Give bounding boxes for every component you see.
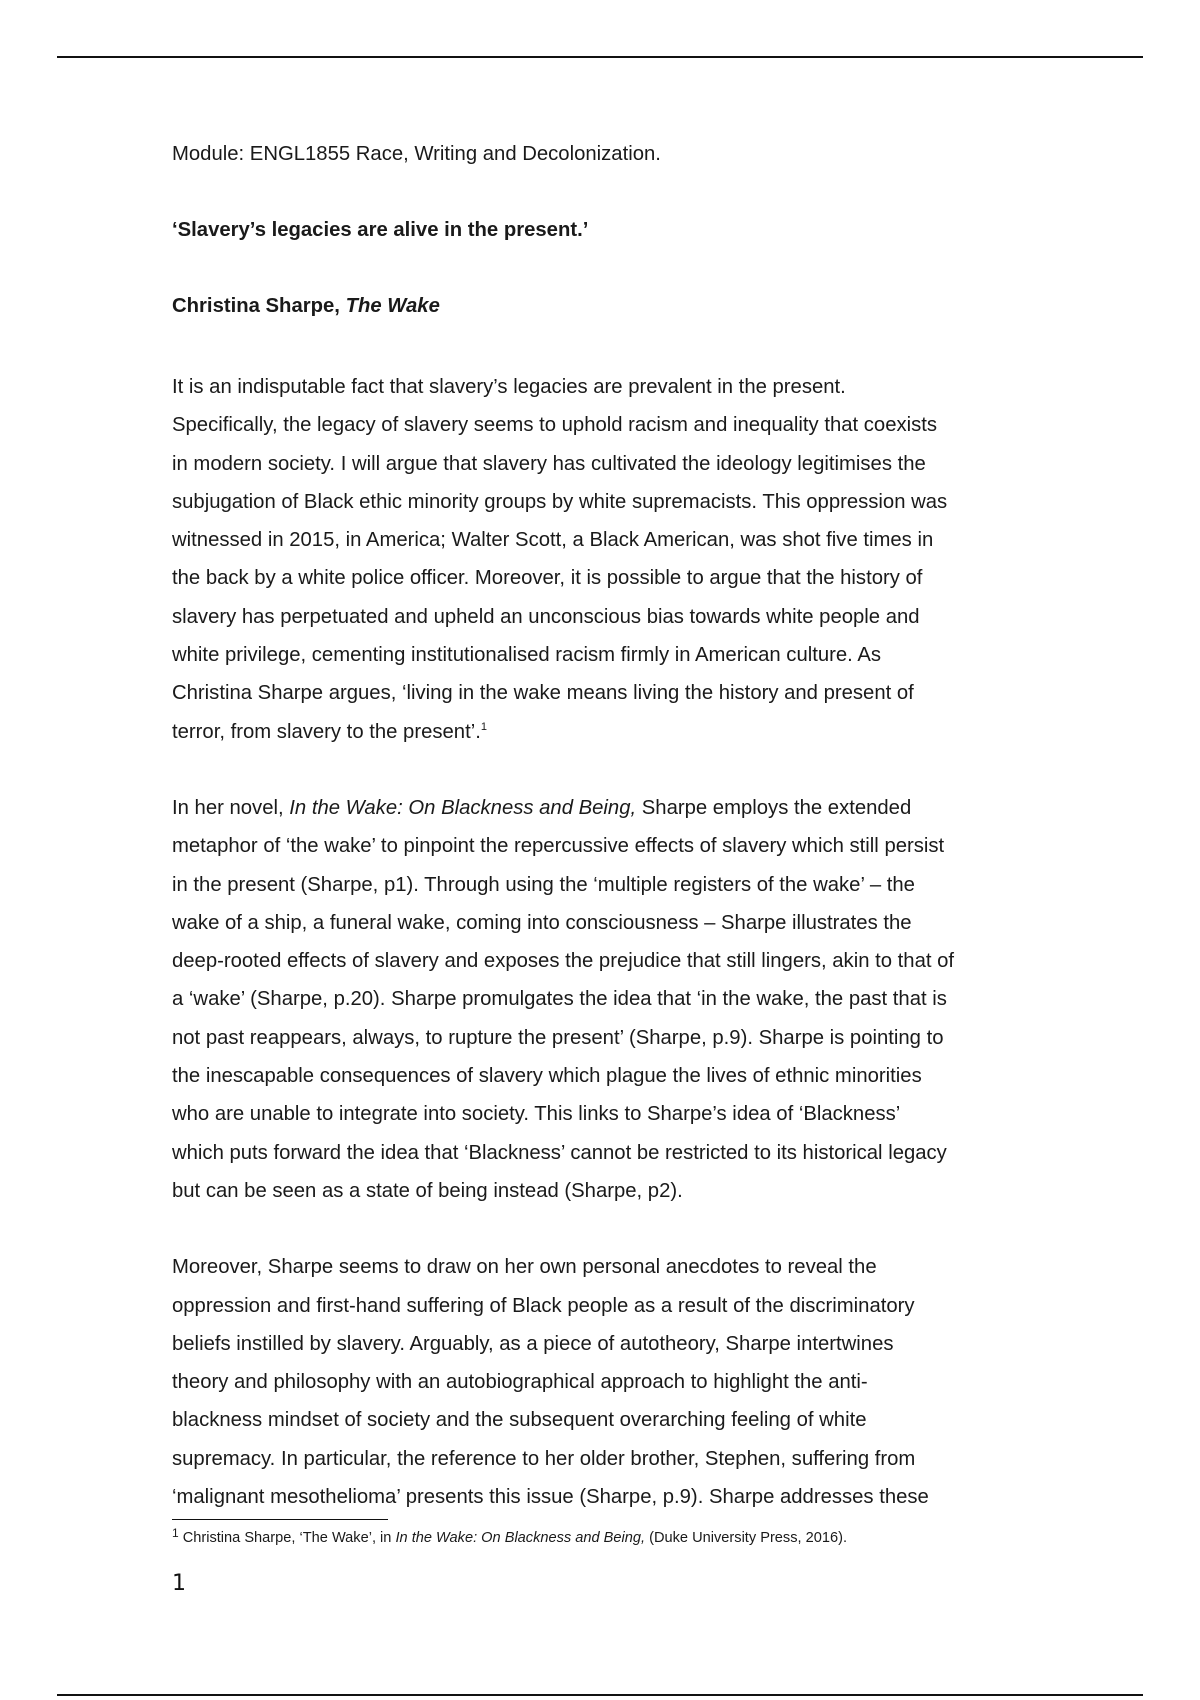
paragraph-line: in modern society. I will argue that slavery has cultivated the ideology legitimises the xyxy=(172,452,926,475)
paragraph-line: which puts forward the idea that ‘Blackness’ cannot be restricted to its historical legacy xyxy=(172,1141,947,1164)
paragraph-line: in the present (Sharpe, p1). Through using the ‘multiple registers of the wake’ – the xyxy=(172,873,915,896)
paragraph-line: Moreover, Sharpe seems to draw on her own personal anecdotes to reveal the xyxy=(172,1256,877,1279)
paragraph-line xyxy=(172,789,1042,827)
footnote-separator xyxy=(172,1519,388,1520)
paragraph-line-text: Sharpe employs the extended xyxy=(636,796,912,819)
paragraph-line: witnessed in 2015, in America; Walter Scott, a Black American, was shot five times in xyxy=(172,529,934,552)
paragraph-line-text: terror, from slavery to the present’. xyxy=(172,720,481,743)
footnote-title: In the Wake: On Blackness and Being, xyxy=(395,1530,646,1546)
footnote-text: (Duke University Press, 2016). xyxy=(645,1530,848,1546)
paragraph-line: blackness mindset of society and the subsequent overarching feeling of white xyxy=(172,1409,867,1432)
paragraph-line: but can be seen as a state of being instead (Sharpe, p2). xyxy=(172,1179,683,1202)
paragraph-line: oppression and first-hand suffering of Black people as a result of the discriminatory xyxy=(172,1294,915,1317)
paragraph-3 xyxy=(172,1248,1042,1516)
paragraph-line: not past reappears, always, to rupture the present’ (Sharpe, p.9). Sharpe is pointing to xyxy=(172,1026,944,1049)
epigraph-attribution xyxy=(172,292,1042,320)
paragraph-line: slavery has perpetuated and upheld an unconscious bias towards white people and xyxy=(172,605,920,628)
paragraph-line: who are unable to integrate into society. This links to Sharpe’s idea of ‘Blackness’ xyxy=(172,1103,901,1126)
paragraph-line: wake of a ship, a funeral wake, coming into consciousness – Sharpe illustrates the xyxy=(172,911,912,934)
paragraph-line xyxy=(172,713,1042,751)
paragraph-line: subjugation of Black ethic minority groups by white supremacists. This oppression was xyxy=(172,490,948,513)
footnote-reference[interactable]: 1 xyxy=(480,720,487,733)
paragraph-2 xyxy=(172,789,1042,1210)
attribution-title: The Wake xyxy=(345,295,440,317)
paragraph-line: It is an indisputable fact that slavery’s legacies are prevalent in the present. xyxy=(172,376,846,398)
attribution-author: Christina Sharpe, xyxy=(172,295,346,317)
module-line: Module: ENGL1855 Race, Writing and Decolonization. xyxy=(172,143,661,165)
document-body xyxy=(172,140,1042,1516)
paragraph-line: the back by a white police officer. Moreover, it is possible to argue that the history of xyxy=(172,567,923,590)
book-title: In the Wake: On Blackness and Being, xyxy=(289,796,637,819)
paragraph-line: deep-rooted effects of slavery and exposes the prejudice that still lingers, akin to that of xyxy=(172,950,955,973)
paragraph-line: the inescapable consequences of slavery which plague the lives of ethnic minorities xyxy=(172,1065,922,1088)
paragraph-line: a ‘wake’ (Sharpe, p.20). Sharpe promulgates the idea that ‘in the wake, the past that is xyxy=(172,988,947,1011)
paragraph-line: theory and philosophy with an autobiographical approach to highlight the anti- xyxy=(172,1371,868,1394)
top-rule xyxy=(57,56,1143,58)
paragraph-line: metaphor of ‘the wake’ to pinpoint the repercussive effects of slavery which still persist xyxy=(172,835,945,858)
paragraph-line: beliefs instilled by slavery. Arguably, as a piece of autotheory, Sharpe intertwines xyxy=(172,1332,894,1355)
footnote-text: Christina Sharpe, ‘The Wake’, in xyxy=(182,1530,396,1546)
paragraph-line: ‘malignant mesothelioma’ presents this issue (Sharpe, p.9). Sharpe addresses these xyxy=(172,1486,929,1509)
paragraph-line: white privilege, cementing institutionalised racism firmly in American culture. As xyxy=(172,644,882,667)
paragraph-1 xyxy=(172,368,1042,751)
paragraph-line: supremacy. In particular, the reference to her older brother, Stephen, suffering from xyxy=(172,1447,916,1470)
paragraph-line: Specifically, the legacy of slavery seems to uphold racism and inequality that coexists xyxy=(172,414,938,437)
footnote xyxy=(172,1528,847,1548)
epigraph-quote: ‘Slavery’s legacies are alive in the present.’ xyxy=(172,219,589,241)
paragraph-line-text: In her novel, xyxy=(172,796,290,819)
bottom-rule xyxy=(57,1694,1143,1696)
footnote-number: 1 xyxy=(172,1526,179,1540)
paragraph-line: Christina Sharpe argues, ‘living in the wake means living the history and present of xyxy=(172,682,914,705)
page-number: 1 xyxy=(172,1571,186,1596)
